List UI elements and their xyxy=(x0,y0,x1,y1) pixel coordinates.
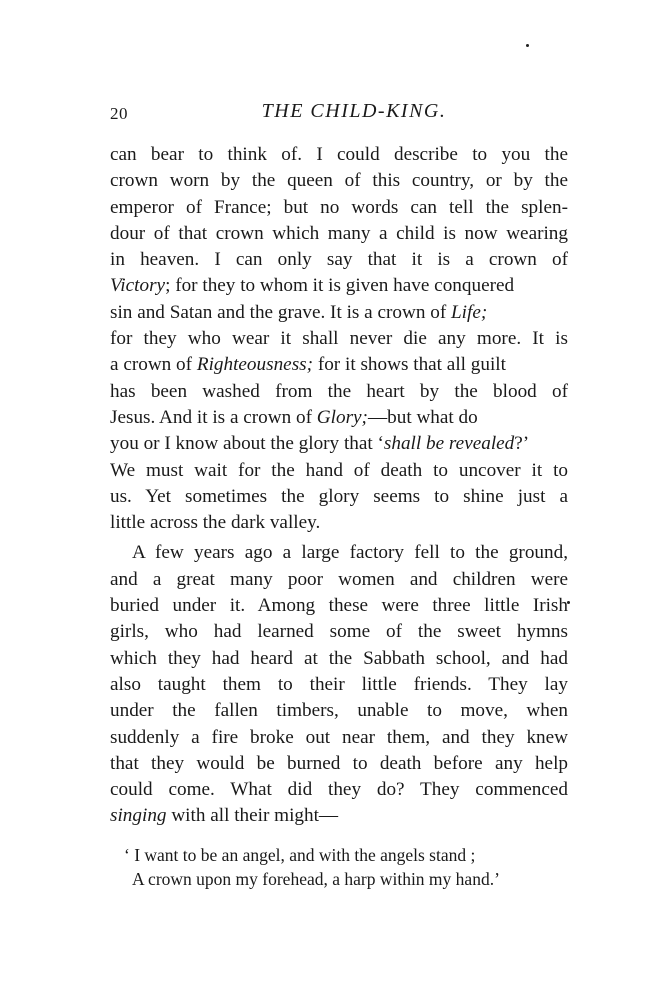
text-fragment: you or I know about the glory that ‘ xyxy=(110,433,384,455)
text-line: that they would be burned to death before any help xyxy=(110,752,568,774)
italic-word: Righteousness; xyxy=(196,354,314,376)
text-fragment: ; for they to whom it is given have conquered xyxy=(165,275,515,297)
text-line: could come. What did they do? They commenced xyxy=(110,779,568,801)
text-line: little across the dark valley. xyxy=(110,512,321,534)
text-line xyxy=(110,803,568,829)
text-fragment: a crown of xyxy=(110,354,197,376)
text-line: dour of that crown which many a child is now wearing xyxy=(110,222,568,244)
text-line xyxy=(110,273,568,299)
text-line: crown worn by the queen of this country, or by the xyxy=(110,170,568,192)
text-fragment: Jesus. And it is a crown of xyxy=(110,406,317,428)
page-number: 20 xyxy=(110,104,128,123)
text-line: girls, who had learned some of the sweet hymns xyxy=(110,621,568,643)
text-line xyxy=(110,352,568,378)
italic-word: shall be revealed xyxy=(383,433,515,455)
text-line: has been washed from the heart by the blood of xyxy=(110,380,568,402)
text-fragment: ?’ xyxy=(514,433,530,455)
text-line: which they had heard at the Sabbath school, and had xyxy=(110,647,568,669)
text-fragment: with all their might— xyxy=(166,805,339,827)
text-line: and a great many poor women and children were xyxy=(110,568,568,590)
italic-word: Glory; xyxy=(316,406,368,428)
text-fragment: —but what do xyxy=(367,406,478,428)
text-line xyxy=(110,431,568,457)
text-line: us. Yet sometimes the glory seems to shine just a xyxy=(110,485,568,507)
text-line: buried under it. Among these were three little Irish xyxy=(110,595,568,617)
hymn-quotation xyxy=(110,843,568,891)
text-line: can bear to think of. I could describe to you the xyxy=(110,144,568,165)
text-fragment: for it shows that all guilt xyxy=(313,354,506,376)
running-title: THE CHILD-KING. xyxy=(261,100,447,122)
ink-speck xyxy=(526,44,529,47)
italic-word: Life; xyxy=(451,301,488,323)
text-line: emperor of France; but no words can tell the splen- xyxy=(110,196,568,218)
text-line: for they who wear it shall never die any more. It is xyxy=(110,328,568,350)
verse-line: ‘ I want to be an angel, and with the angels stand ; xyxy=(124,845,476,865)
text-line: also taught them to their little friends. They lay xyxy=(110,673,568,695)
text-line: We must wait for the hand of death to uncover it to xyxy=(110,459,568,481)
text-line: in heaven. I can only say that it is a crown of xyxy=(110,249,568,271)
verse-line: A crown upon my forehead, a harp within my hand.’ xyxy=(132,869,500,889)
italic-word: Victory xyxy=(110,275,166,297)
text-line: under the fallen timbers, unable to move, when xyxy=(110,700,568,722)
text-fragment: sin and Satan and the grave. It is a crown of xyxy=(110,301,452,323)
text-line xyxy=(110,405,568,431)
page-header xyxy=(110,100,568,130)
text-line: suddenly a fire broke out near them, and they knew xyxy=(110,726,568,748)
body-text xyxy=(110,142,568,830)
italic-word: singing xyxy=(110,805,167,827)
text-line: A few years ago a large factory fell to the ground, xyxy=(132,542,568,564)
text-line xyxy=(110,300,568,326)
